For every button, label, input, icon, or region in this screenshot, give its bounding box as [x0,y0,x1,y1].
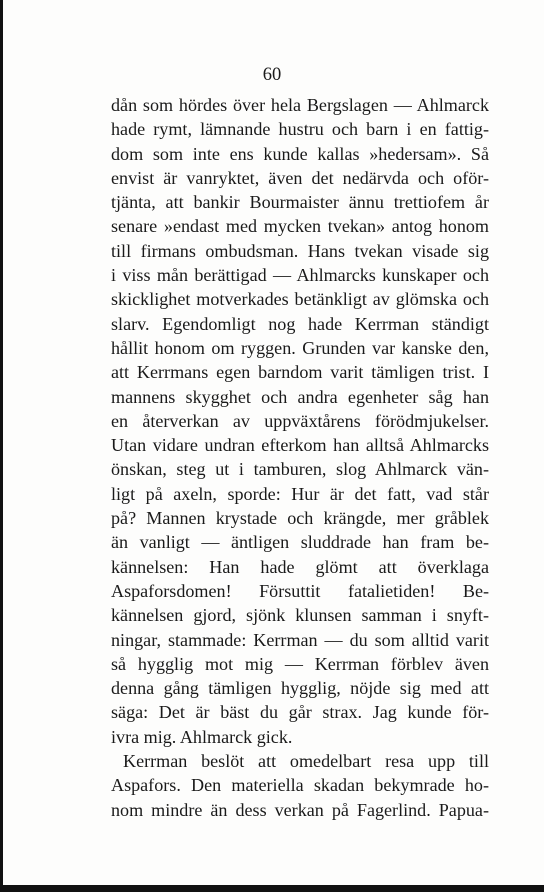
text-line: så hygglig mot mig — Kerrman förblev även [111,653,489,674]
text-line: kännelsen gjord, sjönk klunsen samman i snyft- [111,605,489,626]
text-line: nom mindre än dess verkan på Fagerlind. Papua- [111,799,489,820]
scan-bottom-edge [0,885,544,892]
body-text [111,93,489,822]
page-number: 60 [262,65,282,85]
text-line: ningar, stammade: Kerrman — du som alltid varit [111,629,489,650]
text-line: hade rymt, lämnande hustru och barn i en fattig- [111,119,489,140]
text-line: Aspafors. Den materiella skadan bekymrade ho- [111,775,489,796]
text-line: Kerrman beslöt att omedelbart resa upp till [123,751,489,772]
text-line: hållit honom om ryggen. Grunden var kanske den, [111,337,489,358]
text-line: Aspaforsdomen! Försuttit fatalietiden! Be- [111,580,489,601]
text-line: Utan vidare undran efterkom han alltså Ahlmarcks [111,435,489,456]
text-line: kännelsen: Han hade glömt att överklaga [111,556,489,577]
text-line: till firmans ombudsman. Hans tvekan visade sig [111,240,489,261]
text-line: denna gång tämligen hygglig, nöjde sig med att [111,678,489,699]
text-line: att Kerrmans egen barndom varit tämligen trist. I [111,362,489,383]
text-line: envist är vanryktet, även det nedärvda och oför- [111,167,489,188]
text-line: önskan, steg ut i tamburen, slog Ahlmarck vän- [111,459,489,480]
text-line: en återverkan av uppväxtårens förödmjukelser. [111,410,489,431]
text-line: i viss mån berättigad — Ahlmarcks kunskaper och [111,265,489,286]
text-line: säga: Det är bäst du går strax. Jag kunde för- [111,702,489,723]
text-line: tjänta, att bankir Bourmaister ännu trettiofem år [111,192,489,213]
text-line: dom som inte ens kunde kallas »hedersam». Så [111,143,489,164]
text-line: dån som hördes över hela Bergslagen — Ahlmarck [111,95,489,115]
text-line: mannens skygghet och andra egenheter såg han [111,386,489,407]
text-line: ivra mig. Ahlmarck gick. [111,726,293,747]
text-line: skicklighet motverkades betänkligt av glömska och [111,289,489,310]
text-line: slarv. Egendomligt nog hade Kerrman ständigt [111,313,489,334]
text-line: än vanligt — äntligen sluddrade han fram be- [111,532,489,553]
text-line: på? Mannen krystade och krängde, mer gråblek [111,508,489,529]
text-line: ligt på axeln, sporde: Hur är det fatt, vad står [111,483,489,504]
scan-left-edge [0,0,3,892]
text-line: senare »endast med mycken tvekan» antog honom [111,216,489,237]
